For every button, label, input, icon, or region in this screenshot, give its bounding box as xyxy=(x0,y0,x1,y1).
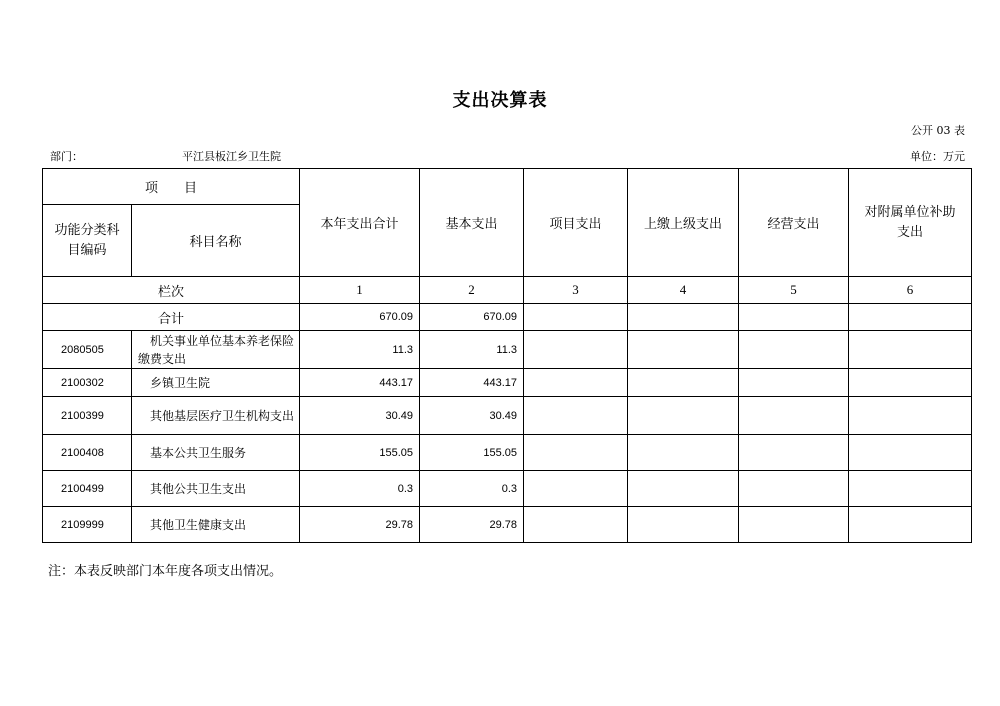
row-value xyxy=(524,331,628,369)
department-value: 平江县板江乡卫生院 xyxy=(182,150,281,163)
header-subject-name: 科目名称 xyxy=(132,205,300,277)
row-name: 基本公共卫生服务 xyxy=(132,435,300,471)
table-row xyxy=(43,369,972,397)
row-name: 乡镇卫生院 xyxy=(132,369,300,397)
table-row xyxy=(43,435,972,471)
total-row xyxy=(43,304,972,331)
row-value: 29.78 xyxy=(420,507,524,543)
row-value xyxy=(739,331,849,369)
total-label: 合计 xyxy=(43,304,300,331)
header-col-6: 对附属单位补助支出 xyxy=(849,169,972,277)
row-value xyxy=(849,331,972,369)
row-value xyxy=(524,397,628,435)
table-row xyxy=(43,331,972,369)
row-value: 0.3 xyxy=(300,471,420,507)
page-title: 支出决算表 xyxy=(452,90,548,111)
total-value: 670.09 xyxy=(300,304,420,331)
seq-number: 1 xyxy=(300,277,420,304)
row-code: 2100499 xyxy=(43,471,132,507)
row-value: 155.05 xyxy=(300,435,420,471)
row-value xyxy=(849,507,972,543)
seq-number: 6 xyxy=(849,277,972,304)
row-value xyxy=(739,471,849,507)
row-value xyxy=(628,507,739,543)
table-row xyxy=(43,471,972,507)
row-name: 其他基层医疗卫生机构支出 xyxy=(132,397,300,435)
seq-number: 3 xyxy=(524,277,628,304)
row-value: 155.05 xyxy=(420,435,524,471)
total-value xyxy=(849,304,972,331)
row-value: 11.3 xyxy=(420,331,524,369)
row-value xyxy=(524,507,628,543)
seq-number: 2 xyxy=(420,277,524,304)
header-col-4: 上缴上级支出 xyxy=(628,169,739,277)
row-value xyxy=(524,369,628,397)
table-row xyxy=(43,397,972,435)
row-value xyxy=(849,435,972,471)
row-value xyxy=(849,397,972,435)
row-value xyxy=(524,471,628,507)
total-value xyxy=(739,304,849,331)
row-value xyxy=(628,435,739,471)
seq-number: 5 xyxy=(739,277,849,304)
row-value: 30.49 xyxy=(300,397,420,435)
row-value: 443.17 xyxy=(300,369,420,397)
header-col-3: 项目支出 xyxy=(524,169,628,277)
row-value: 29.78 xyxy=(300,507,420,543)
header-item: 项 目 xyxy=(43,169,300,205)
row-code: 2100399 xyxy=(43,397,132,435)
row-value xyxy=(628,471,739,507)
total-value xyxy=(524,304,628,331)
row-value xyxy=(739,507,849,543)
table-row xyxy=(43,507,972,543)
form-number: 公开 03 表 xyxy=(911,124,965,137)
row-value xyxy=(739,397,849,435)
row-name: 机关事业单位基本养老保险缴费支出 xyxy=(132,331,300,369)
row-value xyxy=(849,369,972,397)
row-value xyxy=(849,471,972,507)
department-label: 部门： xyxy=(50,150,83,163)
row-value: 443.17 xyxy=(420,369,524,397)
row-code: 2100302 xyxy=(43,369,132,397)
row-value xyxy=(628,369,739,397)
expenditure-table xyxy=(42,168,972,543)
table-note: 注：本表反映部门本年度各项支出情况。 xyxy=(48,564,283,579)
header-col-1: 本年支出合计 xyxy=(300,169,420,277)
row-code: 2109999 xyxy=(43,507,132,543)
row-code: 2080505 xyxy=(43,331,132,369)
row-value xyxy=(628,331,739,369)
row-code: 2100408 xyxy=(43,435,132,471)
seq-number: 4 xyxy=(628,277,739,304)
row-value: 0.3 xyxy=(420,471,524,507)
row-value xyxy=(739,369,849,397)
header-row-1 xyxy=(43,169,972,205)
total-value: 670.09 xyxy=(420,304,524,331)
row-value xyxy=(628,397,739,435)
header-col-5: 经营支出 xyxy=(739,169,849,277)
header-col-2: 基本支出 xyxy=(420,169,524,277)
header-func-code: 功能分类科目编码 xyxy=(43,205,132,277)
total-value xyxy=(628,304,739,331)
row-value: 11.3 xyxy=(300,331,420,369)
row-name: 其他公共卫生支出 xyxy=(132,471,300,507)
seq-row xyxy=(43,277,972,304)
row-name: 其他卫生健康支出 xyxy=(132,507,300,543)
row-value: 30.49 xyxy=(420,397,524,435)
row-value xyxy=(739,435,849,471)
unit-label: 单位：万元 xyxy=(910,150,965,163)
seq-label: 栏次 xyxy=(43,277,300,304)
row-value xyxy=(524,435,628,471)
